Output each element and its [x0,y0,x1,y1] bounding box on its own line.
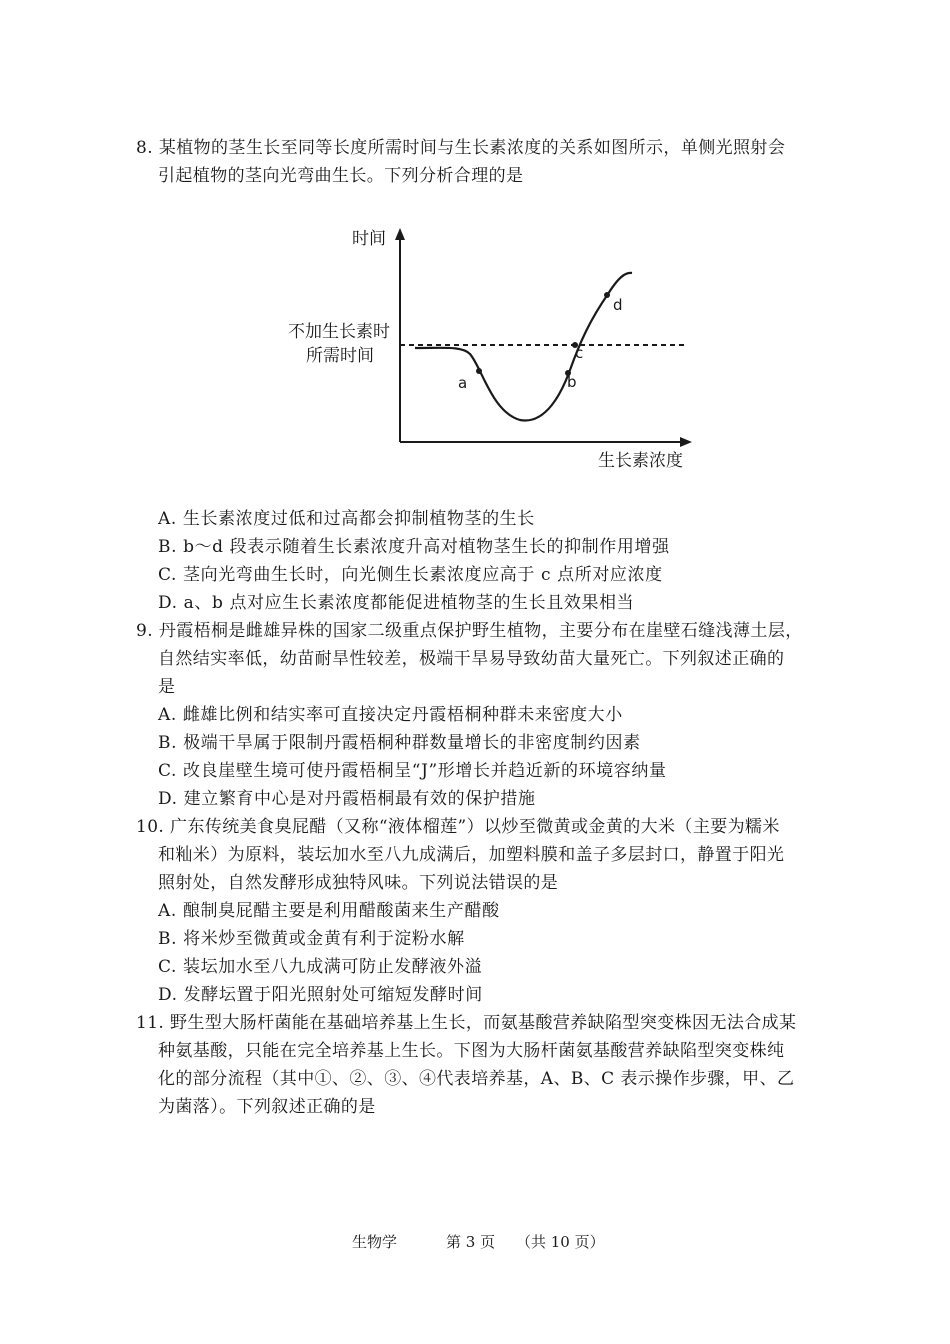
point-c-label: c [575,344,584,362]
y-axis-arrow [395,228,405,240]
x-axis-arrow [680,437,692,447]
point-a-label: a [458,374,468,392]
q8-option-d: D. a、b 点对应生长素浓度都能促进植物茎的生长且效果相当 [158,593,635,613]
q11-stem-line4: 为菌落）。下列叙述正确的是 [158,1097,376,1117]
reference-label-line2: 所需时间 [306,346,374,366]
point-a [476,368,482,374]
q8-stem-line1: 8. 某植物的茎生长至同等长度所需时间与生长素浓度的关系如图所示，单侧光照射会 [136,138,786,158]
q8-option-b: B. b～d 段表示随着生长素浓度升高对植物茎生长的抑制作用增强 [158,537,670,557]
q8-growth-time-chart [270,220,710,480]
x-axis-label: 生长素浓度 [598,451,683,471]
q10-option-b: B. 将米炒至微黄或金黄有利于淀粉水解 [158,929,465,949]
q9-option-b: B. 极端干旱属于限制丹霞梧桐种群数量增长的非密度制约因素 [158,733,641,753]
q10-option-c: C. 装坛加水至八九成满可防止发酵液外溢 [158,957,483,977]
q10-option-a: A. 酿制臭屁醋主要是利用醋酸菌来生产醋酸 [158,901,500,921]
point-d [604,292,610,298]
y-axis-label: 时间 [352,229,386,249]
q10-stem-line2: 和籼米）为原料，装坛加水至八九成满后，加塑料膜和盖子多层封口，静置于阳光 [158,845,785,865]
q11-stem-line1: 11. 野生型大肠杆菌能在基础培养基上生长，而氨基酸营养缺陷型突变株因无法合成某 [136,1013,797,1033]
reference-label-line1: 不加生长素时 [288,322,390,342]
q8-option-c: C. 茎向光弯曲生长时，向光侧生长素浓度应高于 c 点所对应浓度 [158,565,663,585]
q11-stem-line2: 种氨基酸，只能在完全培养基上生长。下图为大肠杆菌氨基酸营养缺陷型突变株纯 [158,1041,785,1061]
q8-option-a: A. 生长素浓度过低和过高都会抑制植物茎的生长 [158,509,535,529]
response-curve [415,273,632,421]
q9-option-d: D. 建立繁育中心是对丹霞梧桐最有效的保护措施 [158,789,536,809]
footer-subject: 生物学 [352,1233,398,1251]
footer-page-number: 第 3 页 [446,1233,496,1251]
q8-stem-line2: 引起植物的茎向光弯曲生长。下列分析合理的是 [158,166,524,186]
q10-option-d: D. 发酵坛置于阳光照射处可缩短发酵时间 [158,985,483,1005]
point-d-label: d [613,296,623,314]
q9-stem-line3: 是 [158,677,176,697]
q10-stem-line1: 10. 广东传统美食臭屁醋（又称“液体榴莲”）以炒至微黄或金黄的大米（主要为糯米 [136,817,780,837]
q9-option-c: C. 改良崖壁生境可使丹霞梧桐呈“J”形增长并趋近新的环境容纳量 [158,761,667,781]
q9-stem-line1: 9. 丹霞梧桐是雌雄异株的国家二级重点保护野生植物，主要分布在崖壁石缝浅薄土层， [136,621,803,641]
q9-stem-line2: 自然结实率低，幼苗耐旱性较差，极端干旱易导致幼苗大量死亡。下列叙述正确的 [158,649,785,669]
q10-stem-line3: 照射处，自然发酵形成独特风味。下列说法错误的是 [158,873,559,893]
footer-page-total: （共 10 页） [516,1233,605,1251]
point-b-label: b [567,373,577,391]
q11-stem-line3: 化的部分流程（其中①、②、③、④代表培养基，A、B、C 表示操作步骤，甲、乙 [158,1069,795,1089]
q9-option-a: A. 雌雄比例和结实率可直接决定丹霞梧桐种群未来密度大小 [158,705,623,725]
